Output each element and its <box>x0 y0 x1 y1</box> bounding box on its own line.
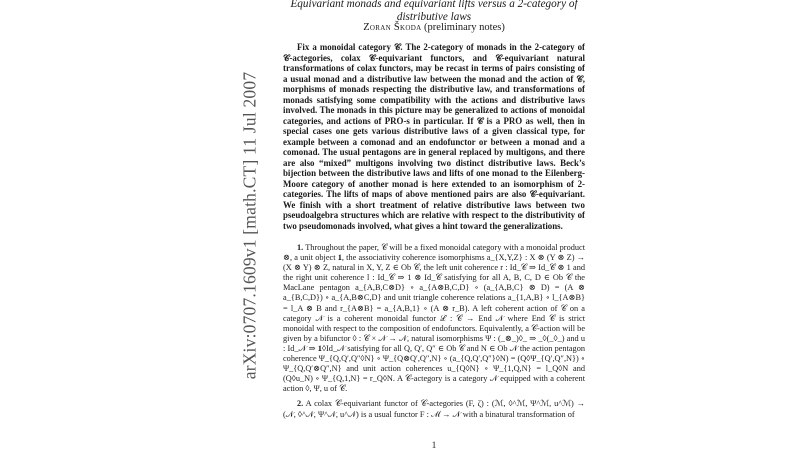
author-note: (preliminary notes) <box>424 22 505 33</box>
author-line <box>283 22 585 34</box>
arxiv-sidebar <box>232 0 268 450</box>
author-name: Zoran Škoda <box>363 22 422 33</box>
arxiv-identifier: arXiv:0707.1609v1 [math.CT] 11 Jul 2007 <box>239 71 260 379</box>
abstract: Fix a monoidal category 𝒞. The 2-category of monads in the 2-category of 𝒞-actegories, colax 𝒞-equivariant functors, and 𝒞-equivariant natural transformations of colax functors, may be recast in terms of pairs consisting of a usual monad and a distributive law between the monad and the action of 𝒞, morphisms of monads respecting the distributive law, and transformations of monads satisfying some compatibility with the actions and distributive laws involved. The monads in this picture may be generalized to actions of monoidal categories, and actions of PRO-s in particular. If 𝒞 is a PRO as well, then in special cases one gets various distributive laws of a given classical type, for example between a comonad and an endofunctor or between a monad and a comonad. The usual pentagons are in general replaced by multigons, and there are also “mixed” multigons involving two distinct distributive laws. Beck’s bijection between the distributive laws and lifts of one monad to the Eilenberg-Moore category of another monad is here extended to an isomorphism of 2-categories. The lifts of maps of above mentioned pairs are also 𝒞-equivariant. We finish with a short treatment of relative distributive laws between two pseudoalgebra structures which are relative with respect to the distributivity of two pseudomonads involved, what gives a hint toward the generalizations. <box>283 42 585 231</box>
section-2 <box>283 399 585 419</box>
section-number: 1. <box>297 243 304 252</box>
paper-body <box>283 243 585 425</box>
section-number: 2. <box>297 399 304 409</box>
section-text: Throughout the paper, 𝒞 will be a fixed monoidal category with a monoidal product ⊗, a unit object 𝟏, the associativity coherence isomorphisms a_{X,Y,Z} : X ⊗ (Y ⊗ Z) → (X ⊗ Y) ⊗ Z, natural in X, Y, Z ∈ Ob 𝒞, the left unit coherence r : Id_𝒞 ⇒ Id_𝒞 ⊗ 1 and the right unit coherence l : Id_𝒞 ⇒ 1 ⊗ Id_𝒞 satisfying for all A, B, C, D ∈ Ob 𝒞 the MacLane pentagon a_{A,B,C⊗D} ∘ a_{A⊗B,C,D} ∘ (a_{A,B,C} ⊗ D) = (A ⊗ a_{B,C,D}) ∘ a_{A,B⊗C,D} and unit triangle coherence relations a_{1,A,B} ∘ l_{A⊗B} = l_A ⊗ B and r_{A⊗B} = a_{A,B,1} ∘ (A ⊗ r_B). A left coherent action of 𝒞 on a category 𝒩 is a coherent monoidal functor ℒ : 𝒞 → End 𝒩 where End 𝒞 is strict monoidal with respect to the composition of endofunctors. Equivalently, a 𝒞-action will be given by a bifunctor ◊ : 𝒞 × 𝒩 → 𝒩, natural isomorphisms Ψ : (_⊗_)◊_ ⇒ _◊(_◊_) and u : Id_𝒩 ⇒ 𝟏◊Id_𝒩 satisfying for all Q, Q′, Q″ ∈ Ob 𝒞 and N ∈ Ob 𝒩 the action pentagon coherence Ψ_{Q,Q′,Q″◊N} ∘ Ψ_{Q⊗Q′,Q″,N} ∘ (a_{Q,Q′,Q″}◊N) = (Q◊Ψ_{Q′,Q″,N}) ∘ Ψ_{Q,Q′⊗Q″,N} and unit action coherences u_{Q◊N} ∘ Ψ_{1,Q,N} = l_Q◊N and (Q◊u_N) ∘ Ψ_{Q,1,N} = r_Q◊N. A 𝒞-actegory is a category 𝒩 equipped with a coherent action ◊, Ψ, u of 𝒞. <box>283 243 585 394</box>
section-1 <box>283 243 585 394</box>
page-number: 1 <box>431 440 437 450</box>
paper-title: Equivariant monads and equivariant lifts versus a 2-category of distributive laws <box>290 0 578 23</box>
section-text: A colax 𝒞-equivariant functor of 𝒞-actegories (F, ζ) : (ℳ, ◊^ℳ, Ψ^ℳ, u^ℳ) → (𝒩, ◊^𝒩, Ψ^𝒩, u^𝒩) is a usual functor F : ℳ → 𝒩 with a binatural transformation of <box>283 399 585 419</box>
